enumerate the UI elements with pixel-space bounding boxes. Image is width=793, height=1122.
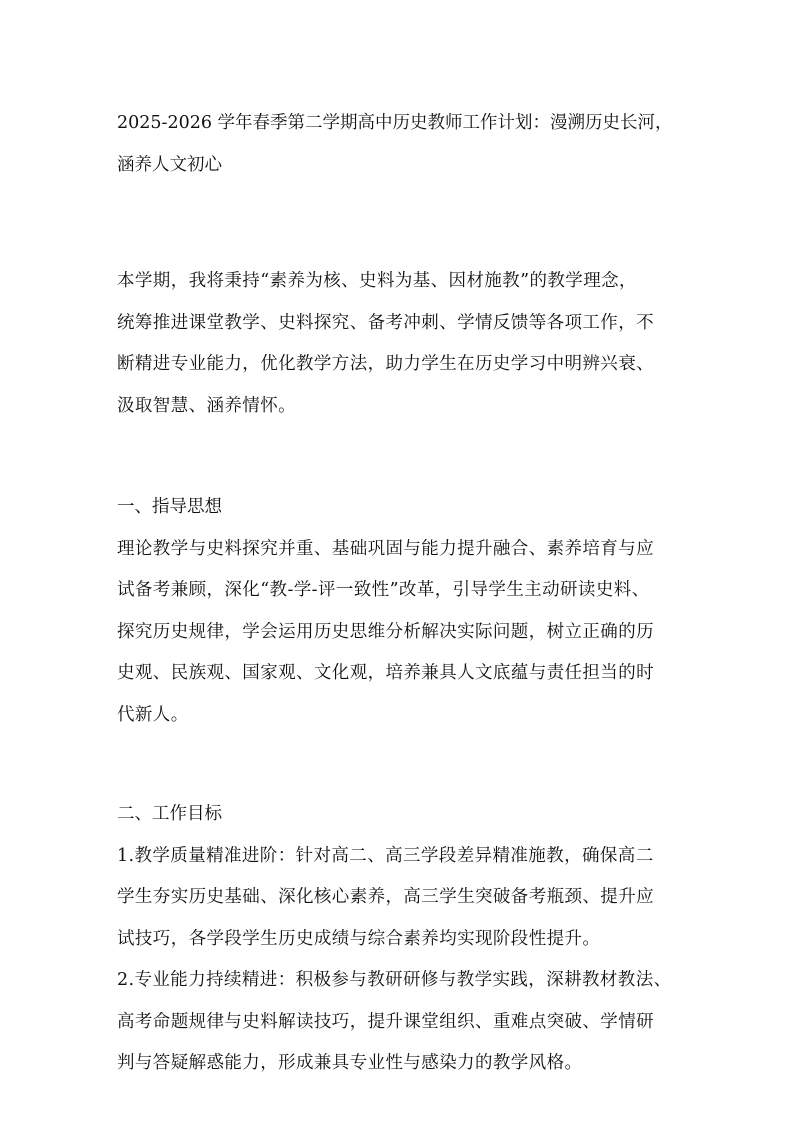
document-body — [117, 103, 681, 1085]
goal-item-1 — [117, 836, 681, 961]
intro-paragraph — [117, 261, 681, 427]
intro-line: 本学期，我将秉持“素养为核、史料为基、因材施教”的教学理念， — [117, 271, 637, 291]
intro-line: 断精进专业能力，优化教学方法，助力学生在历史学习中明辨兴衰、 — [117, 354, 654, 374]
section-heading-text: 二、工作目标 — [117, 804, 222, 824]
goal-item-2 — [117, 960, 681, 1085]
paragraph-line: 2.专业能力持续精进：积极参与教研研修与教学实践，深耕教材教法、 — [117, 970, 672, 990]
paragraph-line: 探究历史规律，学会运用历史思维分析解决实际问题，树立正确的历 — [117, 621, 654, 642]
document-title — [117, 103, 681, 186]
section-heading-work-goals — [117, 794, 681, 836]
title-line: 涵养人文初心 — [117, 154, 222, 175]
paragraph-line: 史观、民族观、国家观、文化观，培养兼具人文底蕴与责任担当的时 — [117, 663, 654, 683]
section-heading-guiding-ideology — [117, 487, 681, 529]
paragraph-line: 学生夯实历史基础、深化核心素养，高三学生突破备考瓶颈、提升应 — [117, 887, 654, 907]
section-heading-text: 一、指导思想 — [117, 497, 222, 517]
paragraph-line: 理论教学与史料探究并重、基础巩固与能力提升融合、素养培育与应 — [117, 538, 654, 559]
title-line: 2025-2026 学年春季第二学期高中历史教师工作计划：漫溯历史长河， — [117, 113, 673, 133]
paragraph-line: 判与答疑解惑能力，形成兼具专业性与感染力的教学风格。 — [117, 1053, 583, 1073]
intro-line: 汲取智慧、涵养情怀。 — [117, 395, 296, 416]
paragraph-line: 高考命题规律与史料解读技巧，提升课堂组织、重难点突破、学情研 — [117, 1011, 654, 1032]
paragraph-line: 试技巧，各学段学生历史成绩与综合素养均实现阶段性提升。 — [117, 928, 601, 949]
paragraph-line: 试备考兼顾，深化“教-学-评一致性”改革，引导学生主动研读史料、 — [117, 580, 650, 600]
guiding-ideology-paragraph — [117, 529, 681, 737]
paragraph-line: 代新人。 — [117, 704, 189, 725]
paragraph-line: 1.教学质量精准进阶：针对高二、高三学段差异精准施教，确保高二 — [117, 845, 654, 866]
intro-line: 统筹推进课堂教学、史料探究、备考冲刺、学情反馈等各项工作，不 — [117, 312, 654, 333]
